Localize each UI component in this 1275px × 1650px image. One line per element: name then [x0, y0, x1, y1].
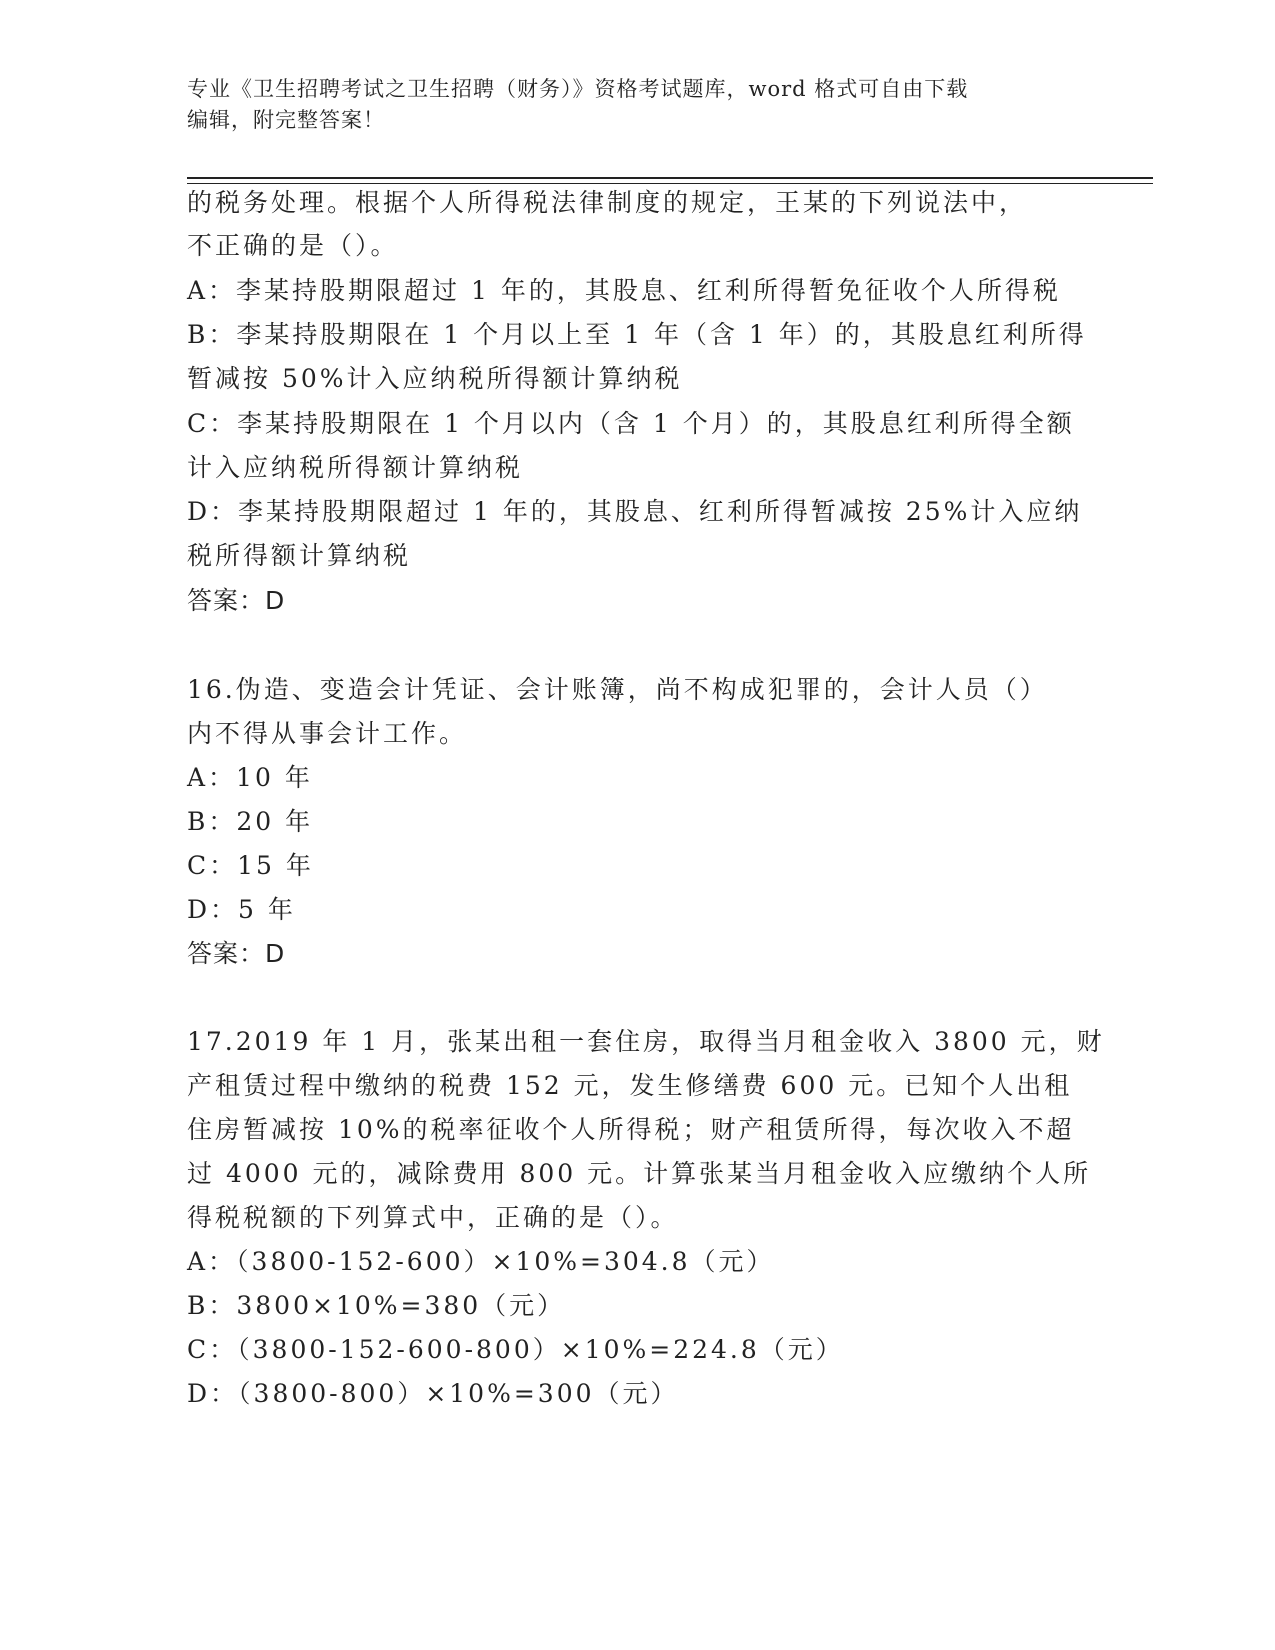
page-header: [187, 74, 1087, 136]
q16-stem-line-1: 16.伪造、变造会计凭证、会计账簿，尚不构成犯罪的，会计人员（）: [187, 675, 1048, 704]
q15-option-a: A：李某持股期限超过 1 年的，其股息、红利所得暂免征收个人所得税: [187, 276, 1061, 305]
q15-option-c-line-1: C：李某持股期限在 1 个月以内（含 1 个月）的，其股息红利所得全额: [187, 409, 1075, 438]
q17-option-d: D：（3800-800）×10%=300（元）: [187, 1379, 679, 1408]
q15-stem-line-2: 不正确的是（）。: [187, 231, 399, 260]
q15-option-b-line-2: 暂减按 50%计入应纳税所得额计算纳税: [187, 364, 683, 393]
q15-answer: 答案：D: [187, 586, 286, 615]
q16-option-b: B：20 年: [187, 807, 314, 836]
q17-stem-line-3: 住房暂减按 10%的税率征收个人所得税；财产租赁所得，每次收入不超: [187, 1115, 1075, 1144]
q17-option-c: C：（3800-152-600-800）×10%=224.8（元）: [187, 1335, 844, 1364]
q16-answer: 答案：D: [187, 939, 286, 968]
q17-stem-line-5: 得税税额的下列算式中，正确的是（）。: [187, 1203, 679, 1232]
q15-option-d-line-2: 税所得额计算纳税: [187, 541, 412, 570]
q17-stem-line-4: 过 4000 元的，减除费用 800 元。计算张某当月租金收入应缴纳个人所: [187, 1159, 1092, 1188]
q16-stem-line-2: 内不得从事会计工作。: [187, 719, 468, 748]
q15-option-d-line-1: D：李某持股期限超过 1 年的，其股息、红利所得暂减按 25%计入应纳: [187, 497, 1083, 526]
q16-option-a: A：10 年: [187, 763, 313, 792]
q15-stem-line-1: 的税务处理。根据个人所得税法律制度的规定，王某的下列说法中，: [187, 188, 1028, 217]
q15-option-b-line-1: B：李某持股期限在 1 个月以上至 1 年（含 1 年）的，其股息红利所得: [187, 320, 1087, 349]
header-line-2: 编辑，附完整答案！: [187, 108, 385, 132]
q17-option-b: B：3800×10%=380（元）: [187, 1291, 566, 1320]
q17-stem-line-1: 17.2019 年 1 月，张某出租一套住房，取得当月租金收入 3800 元，财: [187, 1027, 1105, 1056]
q17-option-a: A：（3800-152-600）×10%=304.8（元）: [187, 1247, 775, 1276]
q16-option-d: D：5 年: [187, 895, 296, 924]
header-line-1: 专业《卫生招聘考试之卫生招聘（财务）》资格考试题库，word 格式可自由下载: [187, 77, 969, 101]
header-rule-thin: [187, 183, 1153, 184]
q15-option-c-line-2: 计入应纳税所得额计算纳税: [187, 453, 524, 482]
q17-stem-line-2: 产租赁过程中缴纳的税费 152 元，发生修缮费 600 元。已知个人出租: [187, 1071, 1073, 1100]
q16-option-c: C：15 年: [187, 851, 314, 880]
header-rule-thick: [187, 177, 1153, 179]
